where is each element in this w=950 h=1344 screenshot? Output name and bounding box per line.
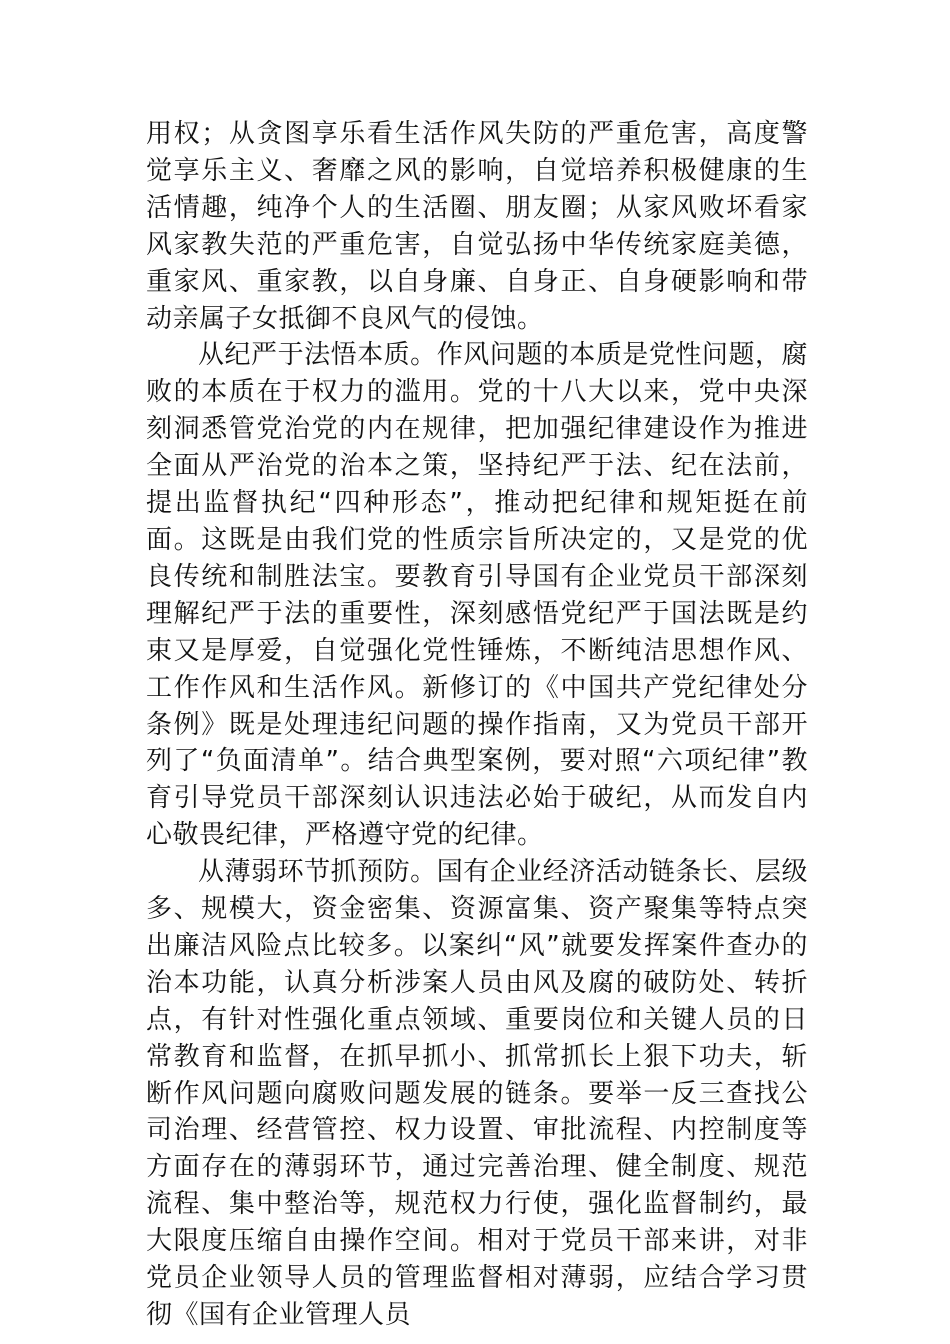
body-text bbox=[146, 116, 808, 1334]
paragraph-1: 用权；从贪图享乐看生活作风失防的严重危害，高度警觉享乐主义、奢靡之风的影响，自觉培养积极健康的生活情趣，纯净个人的生活圈、朋友圈；从家风败坏看家风家教失范的严重危害，自觉弘扬中华传统家庭美德，重家风、重家教，以自身廉、自身正、自身硬影响和带动亲属子女抵御不良风气的侵蚀。 bbox=[146, 119, 808, 334]
paragraph-2: 从纪严于法悟本质。作风问题的本质是党性问题，腐败的本质在于权力的滥用。党的十八大以来，党中央深刻洞悉管党治党的内在规律，把加强纪律建设作为推进全面从严治党的治本之策，坚持纪严于法、纪在法前，提出监督执纪“四种形态”，推动把纪律和规矩挺在前面。这既是由我们党的性质宗旨所决定的，又是党的优良传统和制胜法宝。要教育引导国有企业党员干部深刻理解纪严于法的重要性，深刻感悟党纪严于国法既是约束又是厚爱，自觉强化党性锤炼，不断纯洁思想作风、工作作风和生活作风。新修订的《中国共产党纪律处分条例》既是处理违纪问题的操作指南，又为党员干部开列了“负面清单”。结合典型案例，要对照“六项纪律”教育引导党员干部深刻认识违法必始于破纪，从而发自内心敬畏纪律，严格遵守党的纪律。 bbox=[146, 340, 808, 851]
paragraph-3: 从薄弱环节抓预防。国有企业经济活动链条长、层级多、规模大，资金密集、资源富集、资产聚集等特点突出廉洁风险点比较多。以案纠“风”就要发挥案件查办的治本功能，认真分析涉案人员由风及腐的破防处、转折点，有针对性强化重点领域、重要岗位和关键人员的日常教育和监督，在抓早抓小、抓常抓长上狠下功夫，斩断作风问题向腐败问题发展的链条。要举一反三查找公司治理、经营管控、权力设置、审批流程、内控制度等方面存在的薄弱环节，通过完善治理、健全制度、规范流程、集中整治等，规范权力行使，强化监督制约，最大限度压缩自由操作空间。相对于党员干部来讲，对非党员企业领导人员的管理监督相对薄弱，应结合学习贯彻《国有企业管理人员 bbox=[146, 857, 808, 1330]
